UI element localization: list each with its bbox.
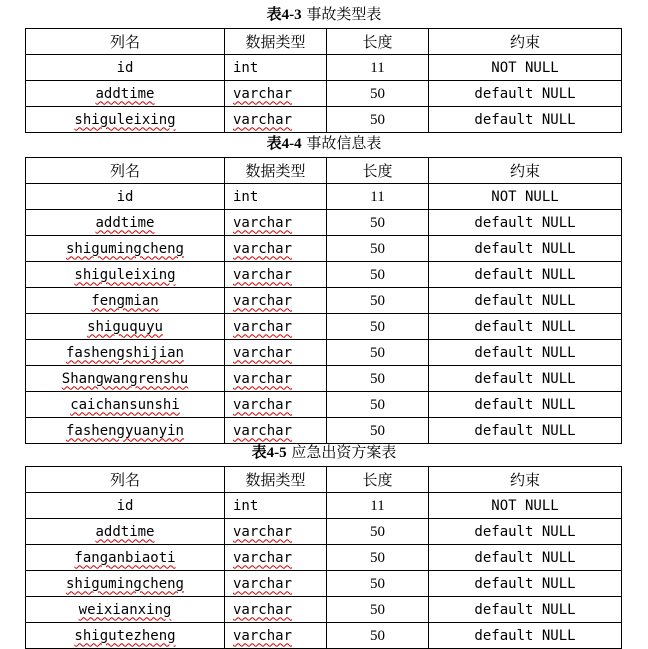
cell-text: varchar bbox=[233, 601, 293, 618]
cell-text: 50 bbox=[370, 523, 385, 540]
constraint-cell bbox=[429, 314, 622, 340]
cell-text: fengmian bbox=[91, 292, 159, 309]
table-header-row bbox=[26, 467, 622, 493]
constraint-cell bbox=[429, 236, 622, 262]
column-name-cell bbox=[26, 262, 225, 288]
column-name-cell bbox=[26, 545, 225, 571]
cell-text: id bbox=[116, 497, 134, 514]
cell-text: int bbox=[233, 188, 259, 205]
constraint-cell bbox=[429, 81, 622, 107]
constraint-cell bbox=[429, 493, 622, 519]
column-name-cell bbox=[26, 623, 225, 649]
length-cell bbox=[327, 184, 429, 210]
table-body bbox=[26, 158, 622, 444]
data-type-cell bbox=[225, 340, 327, 366]
table-row bbox=[26, 493, 622, 519]
cell-text: varchar bbox=[233, 627, 293, 644]
data-type-cell bbox=[225, 262, 327, 288]
caption-number: 表4-4 bbox=[266, 136, 302, 152]
data-type-cell bbox=[225, 519, 327, 545]
table-row bbox=[26, 597, 622, 623]
cell-text: 50 bbox=[370, 240, 385, 257]
cell-text: fashengyuanyin bbox=[65, 422, 184, 439]
column-name-cell bbox=[26, 314, 225, 340]
caption-number: 表4-5 bbox=[251, 445, 287, 461]
cell-text: weixianxing bbox=[78, 601, 172, 618]
length-cell bbox=[327, 418, 429, 444]
cell-text: fashengshijian bbox=[65, 344, 184, 361]
table-row bbox=[26, 340, 622, 366]
column-name-cell bbox=[26, 55, 225, 81]
cell-text: 50 bbox=[370, 214, 385, 231]
header-cell: 约束 bbox=[429, 158, 622, 184]
table-row bbox=[26, 184, 622, 210]
table-caption bbox=[0, 3, 648, 26]
cell-text: varchar bbox=[233, 575, 293, 592]
header-cell: 约束 bbox=[429, 29, 622, 55]
cell-text: Shangwangrenshu bbox=[61, 370, 189, 387]
cell-text: addtime bbox=[95, 85, 155, 102]
data-type-cell bbox=[225, 55, 327, 81]
column-name-cell bbox=[26, 184, 225, 210]
cell-text: varchar bbox=[233, 240, 293, 257]
table-row bbox=[26, 418, 622, 444]
header-cell: 数据类型 bbox=[225, 29, 327, 55]
cell-text: addtime bbox=[95, 523, 155, 540]
table-row bbox=[26, 314, 622, 340]
cell-text: 50 bbox=[370, 601, 385, 618]
cell-text: varchar bbox=[233, 214, 293, 231]
cell-text: 50 bbox=[370, 111, 385, 128]
length-cell bbox=[327, 236, 429, 262]
cell-text: default NULL bbox=[474, 214, 576, 231]
cell-text: default NULL bbox=[474, 575, 576, 592]
header-cell: 长度 bbox=[327, 158, 429, 184]
header-cell: 列名 bbox=[26, 158, 225, 184]
cell-text: 50 bbox=[370, 266, 385, 283]
cell-text: 50 bbox=[370, 370, 385, 387]
table-header-row bbox=[26, 158, 622, 184]
constraint-cell bbox=[429, 519, 622, 545]
cell-text: varchar bbox=[233, 396, 293, 413]
column-name-cell bbox=[26, 366, 225, 392]
data-type-cell bbox=[225, 493, 327, 519]
cell-text: 50 bbox=[370, 292, 385, 309]
cell-text: 11 bbox=[370, 59, 385, 76]
table-row bbox=[26, 366, 622, 392]
cell-text: varchar bbox=[233, 266, 293, 283]
table-row bbox=[26, 55, 622, 81]
cell-text: varchar bbox=[233, 523, 293, 540]
cell-text: 50 bbox=[370, 344, 385, 361]
constraint-cell bbox=[429, 184, 622, 210]
cell-text: default NULL bbox=[474, 344, 576, 361]
cell-text: 50 bbox=[370, 318, 385, 335]
cell-text: 50 bbox=[370, 85, 385, 102]
data-type-cell bbox=[225, 288, 327, 314]
data-type-cell bbox=[225, 418, 327, 444]
cell-text: 11 bbox=[370, 188, 385, 205]
length-cell bbox=[327, 366, 429, 392]
table-caption bbox=[0, 441, 648, 464]
column-name-cell bbox=[26, 288, 225, 314]
length-cell bbox=[327, 571, 429, 597]
caption-title: 应急出资方案表 bbox=[291, 443, 397, 461]
table-row bbox=[26, 288, 622, 314]
length-cell bbox=[327, 314, 429, 340]
cell-text: default NULL bbox=[474, 549, 576, 566]
length-cell bbox=[327, 493, 429, 519]
cell-text: default NULL bbox=[474, 396, 576, 413]
data-type-cell bbox=[225, 366, 327, 392]
constraint-cell bbox=[429, 418, 622, 444]
cell-text: 11 bbox=[370, 497, 385, 514]
cell-text: default NULL bbox=[474, 627, 576, 644]
length-cell bbox=[327, 107, 429, 133]
table-row bbox=[26, 392, 622, 418]
cell-text: NOT NULL bbox=[491, 59, 559, 76]
header-cell: 长度 bbox=[327, 29, 429, 55]
cell-text: id bbox=[116, 59, 134, 76]
data-type-cell bbox=[225, 314, 327, 340]
cell-text: addtime bbox=[95, 214, 155, 231]
constraint-cell bbox=[429, 545, 622, 571]
length-cell bbox=[327, 288, 429, 314]
length-cell bbox=[327, 519, 429, 545]
caption-number: 表4-3 bbox=[266, 7, 302, 23]
cell-text: default NULL bbox=[474, 266, 576, 283]
table-header-row bbox=[26, 29, 622, 55]
data-type-cell bbox=[225, 571, 327, 597]
cell-text: varchar bbox=[233, 292, 293, 309]
cell-text: fanganbiaoti bbox=[74, 549, 176, 566]
cell-text: varchar bbox=[233, 85, 293, 102]
constraint-cell bbox=[429, 392, 622, 418]
table-row bbox=[26, 623, 622, 649]
header-cell: 列名 bbox=[26, 29, 225, 55]
cell-text: NOT NULL bbox=[491, 188, 559, 205]
cell-text: default NULL bbox=[474, 523, 576, 540]
table-row bbox=[26, 519, 622, 545]
column-name-cell bbox=[26, 571, 225, 597]
constraint-cell bbox=[429, 210, 622, 236]
header-cell: 列名 bbox=[26, 467, 225, 493]
header-cell: 长度 bbox=[327, 467, 429, 493]
caption-title: 事故信息表 bbox=[306, 134, 382, 152]
constraint-cell bbox=[429, 623, 622, 649]
cell-text: varchar bbox=[233, 318, 293, 335]
data-type-cell bbox=[225, 184, 327, 210]
header-cell: 约束 bbox=[429, 467, 622, 493]
data-type-cell bbox=[225, 236, 327, 262]
cell-text: varchar bbox=[233, 370, 293, 387]
cell-text: default NULL bbox=[474, 422, 576, 439]
cell-text: varchar bbox=[233, 111, 293, 128]
data-type-cell bbox=[225, 210, 327, 236]
data-type-cell bbox=[225, 392, 327, 418]
cell-text: default NULL bbox=[474, 601, 576, 618]
column-name-cell bbox=[26, 107, 225, 133]
cell-text: default NULL bbox=[474, 292, 576, 309]
cell-text: shiguquyu bbox=[87, 318, 163, 335]
table-accident-info bbox=[25, 157, 622, 444]
table-row bbox=[26, 81, 622, 107]
header-cell: 数据类型 bbox=[225, 467, 327, 493]
cell-text: 50 bbox=[370, 549, 385, 566]
column-name-cell bbox=[26, 597, 225, 623]
column-name-cell bbox=[26, 392, 225, 418]
data-type-cell bbox=[225, 597, 327, 623]
table-row bbox=[26, 210, 622, 236]
length-cell bbox=[327, 81, 429, 107]
column-name-cell bbox=[26, 340, 225, 366]
table-caption bbox=[0, 132, 648, 155]
length-cell bbox=[327, 545, 429, 571]
table-accident-type bbox=[25, 28, 622, 133]
constraint-cell bbox=[429, 571, 622, 597]
column-name-cell bbox=[26, 418, 225, 444]
constraint-cell bbox=[429, 55, 622, 81]
cell-text: int bbox=[233, 59, 259, 76]
table-row bbox=[26, 545, 622, 571]
table-row bbox=[26, 262, 622, 288]
column-name-cell bbox=[26, 236, 225, 262]
constraint-cell bbox=[429, 107, 622, 133]
constraint-cell bbox=[429, 340, 622, 366]
column-name-cell bbox=[26, 493, 225, 519]
table-emergency-funding-plan bbox=[25, 466, 622, 649]
constraint-cell bbox=[429, 262, 622, 288]
table-row bbox=[26, 107, 622, 133]
caption-title: 事故类型表 bbox=[306, 5, 382, 23]
cell-text: shiguleixing bbox=[74, 266, 176, 283]
length-cell bbox=[327, 55, 429, 81]
cell-text: caichansunshi bbox=[70, 396, 180, 413]
cell-text: id bbox=[116, 188, 134, 205]
cell-text: 50 bbox=[370, 422, 385, 439]
cell-text: default NULL bbox=[474, 85, 576, 102]
table-row bbox=[26, 571, 622, 597]
column-name-cell bbox=[26, 519, 225, 545]
cell-text: shigutezheng bbox=[74, 627, 176, 644]
cell-text: default NULL bbox=[474, 370, 576, 387]
cell-text: default NULL bbox=[474, 111, 576, 128]
length-cell bbox=[327, 392, 429, 418]
cell-text: varchar bbox=[233, 344, 293, 361]
constraint-cell bbox=[429, 597, 622, 623]
constraint-cell bbox=[429, 366, 622, 392]
length-cell bbox=[327, 262, 429, 288]
cell-text: 50 bbox=[370, 627, 385, 644]
cell-text: 50 bbox=[370, 575, 385, 592]
length-cell bbox=[327, 597, 429, 623]
cell-text: default NULL bbox=[474, 240, 576, 257]
column-name-cell bbox=[26, 81, 225, 107]
table-row bbox=[26, 236, 622, 262]
data-type-cell bbox=[225, 623, 327, 649]
data-type-cell bbox=[225, 81, 327, 107]
cell-text: int bbox=[233, 497, 259, 514]
cell-text: shigumingcheng bbox=[65, 240, 184, 257]
cell-text: varchar bbox=[233, 549, 293, 566]
cell-text: varchar bbox=[233, 422, 293, 439]
data-type-cell bbox=[225, 107, 327, 133]
cell-text: shiguleixing bbox=[74, 111, 176, 128]
cell-text: 50 bbox=[370, 396, 385, 413]
data-type-cell bbox=[225, 545, 327, 571]
length-cell bbox=[327, 210, 429, 236]
cell-text: default NULL bbox=[474, 318, 576, 335]
length-cell bbox=[327, 623, 429, 649]
constraint-cell bbox=[429, 288, 622, 314]
column-name-cell bbox=[26, 210, 225, 236]
cell-text: NOT NULL bbox=[491, 497, 559, 514]
cell-text: shigumingcheng bbox=[65, 575, 184, 592]
table-body bbox=[26, 467, 622, 649]
table-body bbox=[26, 29, 622, 133]
length-cell bbox=[327, 340, 429, 366]
header-cell: 数据类型 bbox=[225, 158, 327, 184]
